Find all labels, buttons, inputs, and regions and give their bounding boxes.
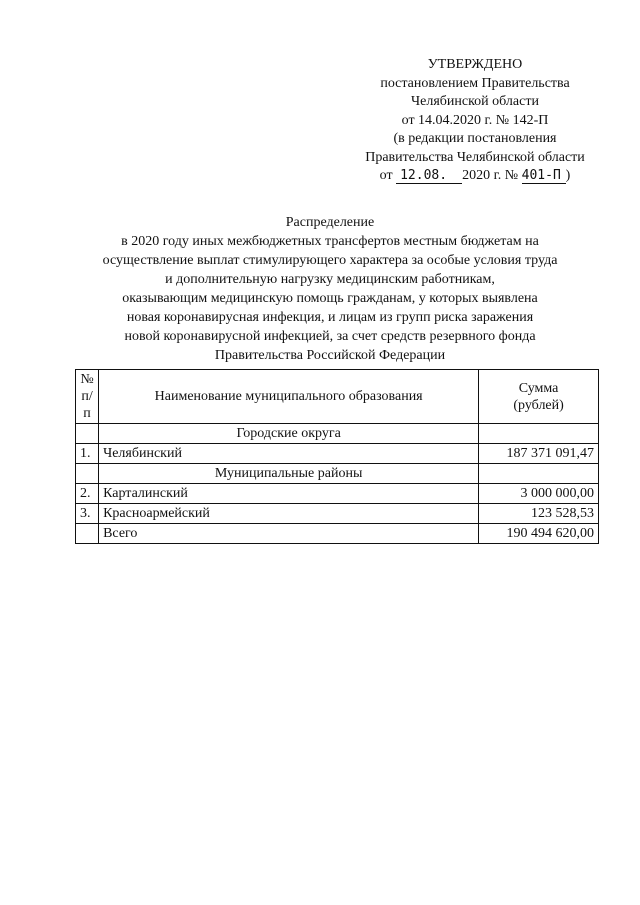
amendment-number: 401-П	[522, 168, 566, 184]
amendment-line	[340, 167, 610, 186]
section-num-cell	[76, 464, 99, 484]
approval-line: от 14.04.2020 г. № 142-П	[401, 112, 549, 128]
header-name: Наименование муниципального образования	[99, 370, 479, 424]
title-line: и дополнительную нагрузку медицинским работникам,	[165, 272, 495, 287]
total-label: Всего	[99, 524, 479, 544]
section-row	[76, 424, 599, 444]
row-sum: 187 371 091,47	[479, 444, 599, 464]
approval-stamp	[340, 56, 610, 186]
section-sum-cell	[479, 464, 599, 484]
approval-heading: УТВЕРЖДЕНО	[427, 57, 523, 72]
header-num	[76, 370, 99, 424]
section-row	[76, 464, 599, 484]
row-num: 1.	[76, 444, 99, 464]
header-num-abbr: п/п	[81, 389, 93, 421]
section-num-cell	[76, 424, 99, 444]
row-name: Карталинский	[99, 484, 479, 504]
row-name: Красноармейский	[99, 504, 479, 524]
approval-line: (в редакции постановления	[393, 131, 557, 146]
header-num-symbol: №	[80, 372, 94, 387]
row-num: 3.	[76, 504, 99, 524]
row-sum: 123 528,53	[479, 504, 599, 524]
distribution-table	[75, 369, 599, 544]
title-line: оказывающим медицинскую помощь гражданам, у которых выявлена	[122, 291, 538, 306]
row-name: Челябинский	[99, 444, 479, 464]
title-line: Правительства Российской Федерации	[214, 348, 446, 363]
title-line: в 2020 году иных межбюджетных трансфертов местным бюджетам на	[121, 234, 539, 249]
section-sum-cell	[479, 424, 599, 444]
section-label: Муниципальные районы	[99, 464, 479, 484]
approval-line: Правительства Челябинской области	[365, 149, 585, 165]
row-num: 2.	[76, 484, 99, 504]
total-row	[76, 524, 599, 544]
header-sum	[479, 370, 599, 424]
table-header-row	[76, 370, 599, 424]
amendment-prefix: от	[379, 168, 393, 183]
section-label: Городские округа	[99, 424, 479, 444]
document-title	[40, 213, 620, 365]
title-line: Распределение	[285, 215, 375, 230]
table-row	[76, 504, 599, 524]
table-row	[76, 444, 599, 464]
title-line: новая коронавирусная инфекция, и лицам из групп риска заражения	[126, 310, 534, 325]
total-num-cell	[76, 524, 99, 544]
title-line: новой коронавирусной инфекцией, за счет средств резервного фонда	[124, 329, 536, 344]
total-sum: 190 494 620,00	[479, 524, 599, 544]
row-sum: 3 000 000,00	[479, 484, 599, 504]
header-sum-unit: (рублей)	[513, 397, 564, 413]
title-line: осуществление выплат стимулирующего характера за особые условия труда	[102, 253, 558, 268]
approval-line: постановлением Правительства	[380, 75, 570, 91]
table-row	[76, 484, 599, 504]
approval-line: Челябинской области	[411, 94, 539, 109]
amendment-year: 2020 г. №	[462, 168, 519, 183]
header-sum-label: Сумма	[518, 380, 559, 396]
amendment-suffix: )	[565, 168, 571, 183]
amendment-date: 12.08.	[396, 168, 462, 184]
